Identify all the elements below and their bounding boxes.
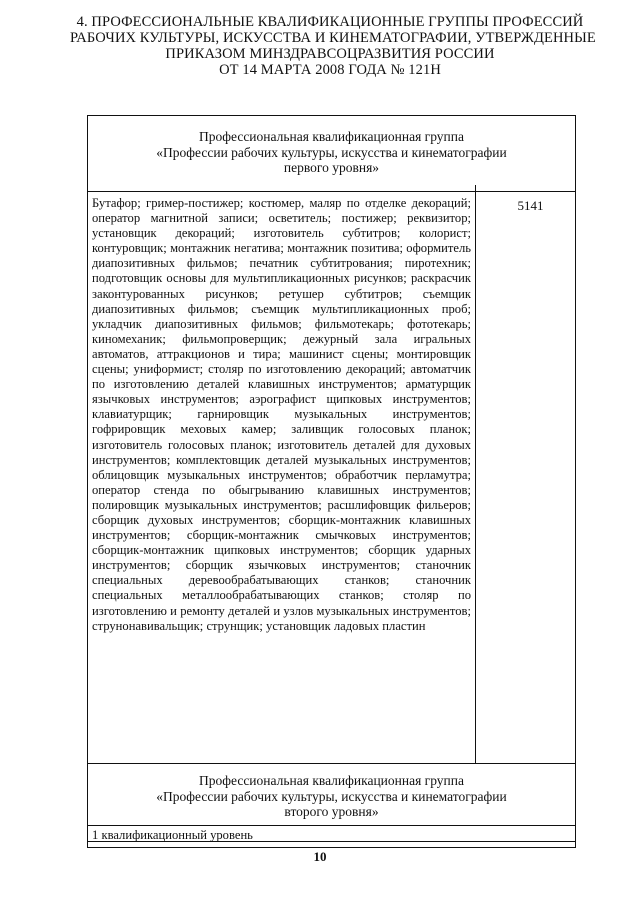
title-line: РАБОЧИХ КУЛЬТУРЫ, ИСКУССТВА И КИНЕМАТОГРАФИИ, УТВЕРЖДЕННЫЕ [70,30,596,46]
group-header-line: Профессиональная квалификационная группа [199,129,464,144]
title-line: ОТ 14 МАРТА 2008 ГОДА № 121Н [219,62,441,78]
row-divider [88,825,575,826]
title-line: ПРИКАЗОМ МИНЗДРАВСОЦРАЗВИТИЯ РОССИИ [165,46,495,62]
title-line: 4. ПРОФЕССИОНАЛЬНЫЕ КВАЛИФИКАЦИОННЫЕ ГРУППЫ ПРОФЕССИЙ [76,14,584,30]
row-divider [88,191,575,192]
qualification-table [87,115,576,848]
row-divider [88,841,575,842]
group-header-line: Профессиональная квалификационная группа [199,773,464,788]
column-divider [475,191,476,763]
okpdtr-code: 5141 [517,198,544,213]
group-header-line: «Профессии рабочих культуры, искусства и кинематографии [156,144,507,160]
group-header-line: второго уровня» [284,804,379,819]
qualification-level: 1 квалификационный уровень [92,828,253,842]
group2-header [88,773,575,820]
document-title [70,14,596,78]
group1-header [88,129,575,176]
professions-list: Бутафор; гример-постижер; костюмер, маляр по отделке декораций; оператор магнитной записи; осветитель; постижер; реквизитор; установщик декораций; изготовитель субтитров; колорист; контуровщик; монтажник негатива; монтажник позитива; оформитель диапозитивных фильмов; печатник субтитрования; пиротехник; подготовщик основы для мультипликационных рисунков; раскрасчик законтурованных рисунков; ретушер субтитров; съемщик диапозитивных фильмов; съемщик мультипликационных проб; укладчик диапозитивных фильмов; фильмотекарь; фототекарь; киномеханик; фильмопроверщик; дежурный зала игральных автоматов, аттракционов и тира; машинист сцены; монтировщик сцены; униформист; столяр по изготовлению декораций; автоматчик по изготовлению деталей клавишных инструментов; арматурщик язычковых инструментов; аэрографист щипковых инструментов; клавиатурщик; гарнировщик музыкальных инструментов; гофрировщик меховых камер; заливщик голосовых планок; изготовитель голосовых планок; изготовитель деталей для духовых инструментов; комплектовщик деталей музыкальных инструментов; облицовщик музыкальных инструментов; обработчик перламутра; оператор стенда по обыгрыванию клавишных инструментов; полировщик музыкальных инструментов; расшлифовщик фильеров; сборщик духовых инструментов; сборщик-монтажник клавишных инструментов; сборщик-монтажник смычковых инструментов; сборщик-монтажник щипковых инструментов; сборщик ударных инструментов; сборщик язычковых инструментов; станочник специальных деревообрабатывающих станков; станочник специальных металлообрабатывающих станков; столяр по изготовлению и ремонту деталей и узлов музыкальных инструментов; струнонавивальщик; струнщик; установщик ладовых пластин [92,196,471,633]
group-header-line: первого уровня» [283,160,380,175]
row-divider [88,763,575,764]
page-number: 10 [313,849,327,864]
group-header-line: «Профессии рабочих культуры, искусства и кинематографии [156,788,507,804]
